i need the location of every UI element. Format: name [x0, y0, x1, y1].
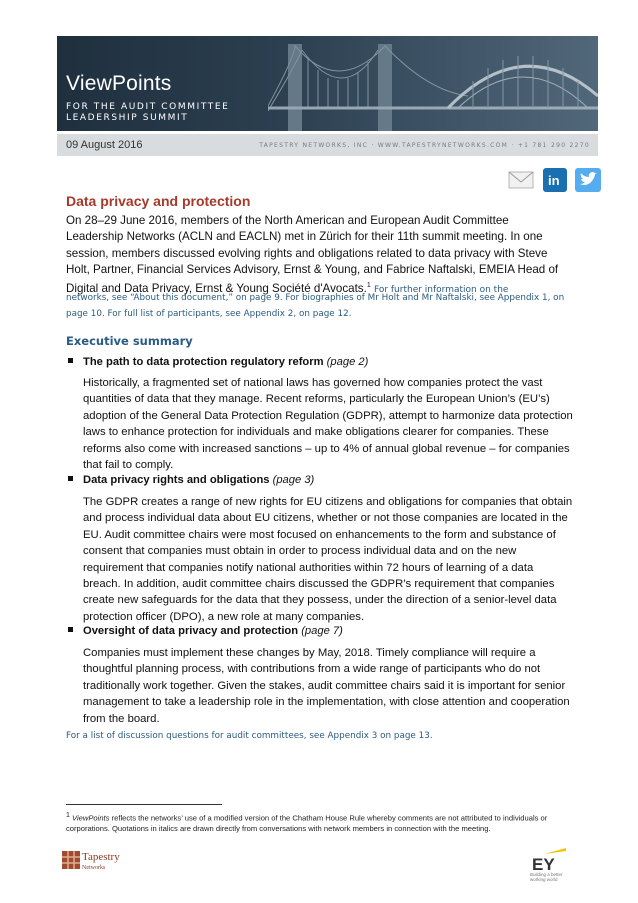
date-band — [57, 134, 598, 156]
bridge-illustration — [268, 36, 598, 131]
ey-tagline: Building a better working world — [530, 872, 563, 882]
bullet-heading: The path to data protection regulatory reform (page 2) — [68, 356, 368, 368]
note-line-3: page 10. For full list of participants, see Appendix 2, on page 12. — [66, 309, 352, 319]
svg-text:EY: EY — [532, 855, 555, 872]
note-line-2: networks, see “About this document,” on page 9. For biographies of Mr Holt and Mr Naftalski, see Appendix 1, on — [66, 293, 565, 303]
tapestry-sub: Networks — [82, 865, 106, 871]
bullet-body: The GDPR creates a range of new rights for EU citizens and obligations for companies that obtain and process individual data about EU citizens, whether or not those companies are located in the EU. Audit committee chairs were most focused on enhancements to the form and substance of consent that companies must obtain in order to process individual data and on the new requirement that companies notify national authorities within 72 hours of learning of a data breach. In addition, audit committee chairs discussed the GDPR’s requirement that companies create new safeguards for the data that they possess, under the direction of a senior-level data protection officer (DPO), a new role at many companies. — [83, 496, 573, 623]
bullet-heading: Data privacy rights and obligations (page 3) — [68, 474, 314, 486]
footnote: $^1$ ViewPoints reflects the networks’ use of a modified version of the Chatham House Rule whereby comments are not attributed to individuals or corporations. Quotations in italics are drawn directly from conversations with network members in connection with the meeting. — [66, 812, 548, 833]
twitter-icon[interactable] — [575, 168, 601, 192]
header-banner — [57, 36, 598, 131]
mail-icon[interactable] — [508, 168, 534, 192]
closing-note: For a list of discussion questions for audit committees, see Appendix 3 on page 13. — [66, 731, 433, 741]
ey-logo — [530, 848, 570, 872]
publication-subtitle: FOR THE AUDIT COMMITTEE LEADERSHIP SUMMIT — [66, 102, 230, 123]
linkedin-icon[interactable] — [543, 168, 567, 192]
bullet-icon — [68, 358, 73, 363]
bullet-body: Historically, a fragmented set of national laws has governed how companies protect the vast quantities of data that they manage. Recent reforms, particularly the European Union’s (EU’s) adoption of the General Data Protection Regulation (GDPR), attempt to harmonize data protection laws to enhance protection for individuals and make obligations clearer for companies. These reforms also come with increased sanctions – up to 4% of annual global revenue – for companies that fail to comply. — [83, 377, 573, 472]
footnote-divider — [66, 804, 222, 805]
bullet-icon — [68, 476, 73, 481]
intro-note: For further information on the — [373, 285, 509, 296]
bullet-body: Companies must implement these changes by May, 2018. Timely compliance will require a thoughtful planning process, with contributions from a wide range of participants who do not traditionally work together. Given the stakes, audit committee chairs said it is important for senior management to take a leadership role in the implementation, with close attention and cooperation from the board. — [83, 647, 570, 725]
issue-date: 09 August 2016 — [66, 139, 143, 151]
intro-paragraph: On 28–29 June 2016, members of the North American and European Audit Committee Leadership Networks (ACLN and EACLN) met in Zürich for their 11th summit meeting. In one session, members discussed evolving rights and obligations related to data privacy with Steve Holt, Partner, Financial Services Advisory, Ernst & Young, and Fabrice Naftalski, EMEIA Head of Digital and Data Privacy, Ernst & Young Société d'Avocats.$^1$ For further information on the — [66, 214, 559, 296]
exec-summary-heading: Executive summary — [66, 334, 193, 348]
bullet-heading: Oversight of data privacy and protection (page 7) — [68, 625, 343, 637]
page-title: Data privacy and protection — [66, 193, 251, 209]
tapestry-logo-icon — [62, 851, 80, 869]
bullet-icon — [68, 627, 73, 632]
contact-info: TAPESTRY NETWORKS, INC · WWW.TAPESTRYNETWORKS.COM · +1 781 290 2270 — [259, 142, 590, 149]
svg-text:in: in — [548, 173, 560, 188]
publication-title: ViewPoints — [66, 72, 172, 95]
tapestry-name: Tapestry — [82, 851, 120, 863]
footnote-ref[interactable]: 1 — [366, 282, 371, 290]
